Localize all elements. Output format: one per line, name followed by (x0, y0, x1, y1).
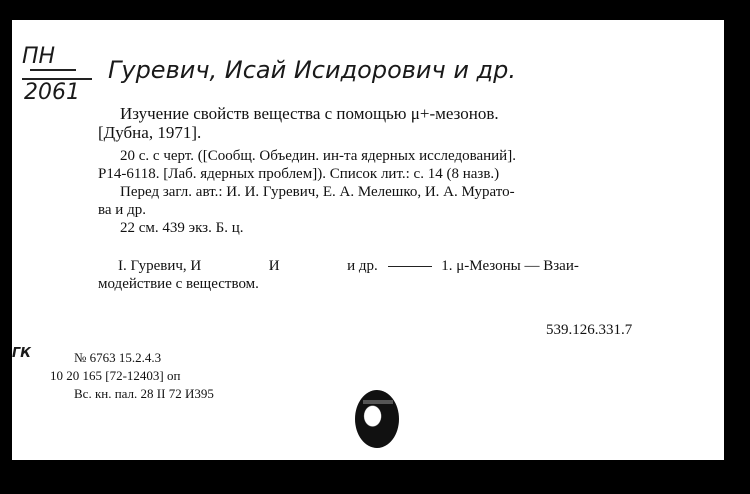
library-stamp (355, 390, 399, 448)
tracing-line-3: Вс. кн. пал. 28 II 72 И395 (74, 386, 214, 401)
shelfmark-number: 2061 (24, 80, 80, 105)
handwritten-author: Гуревич, Исай Исидорович и др. (108, 56, 517, 84)
entry-dash (388, 266, 432, 267)
udc-number: 539.126.331.7 (546, 322, 633, 338)
title-line-1: Изучение свойств вещества с помощью μ+-мезонов. (120, 104, 499, 123)
entry-line-1 (118, 258, 579, 275)
entry-line-2: модействие с веществом. (98, 276, 259, 292)
collation-line-1: 20 с. с черт. ([Сообщ. Объедин. ин-та ядерных исследований]. (120, 148, 516, 164)
entry-initial: И (268, 258, 280, 274)
tracing-line-2: 10 20 165 [72-12403] оп (50, 368, 181, 383)
size-line: 22 см. 439 экз. Б. ц. (120, 220, 244, 236)
shelfmark-underline (30, 69, 76, 71)
catalog-card (10, 20, 724, 460)
tracing-mark: ГК (12, 346, 31, 361)
authors-line-2: ва и др. (98, 202, 146, 218)
entry-name: Гуревич, И (130, 258, 202, 274)
title-line-2: [Дубна, 1971]. (98, 123, 202, 142)
scan-edge (0, 0, 12, 494)
tracing-line-1: № 6763 15.2.4.3 (74, 350, 162, 365)
entry-number: I. (118, 258, 127, 274)
entry-subject: 1. μ-Мезоны — Взаи- (441, 258, 579, 274)
collation-line-2: Р14-6118. [Лаб. ядерных проблем]). Список лит.: с. 14 (8 назв.) (98, 166, 500, 182)
shelfmark-top: ПН (22, 44, 56, 69)
entry-etc: и др. (347, 258, 378, 274)
authors-line-1: Перед загл. авт.: И. И. Гуревич, Е. А. Мелешко, И. А. Мурато- (120, 184, 515, 200)
